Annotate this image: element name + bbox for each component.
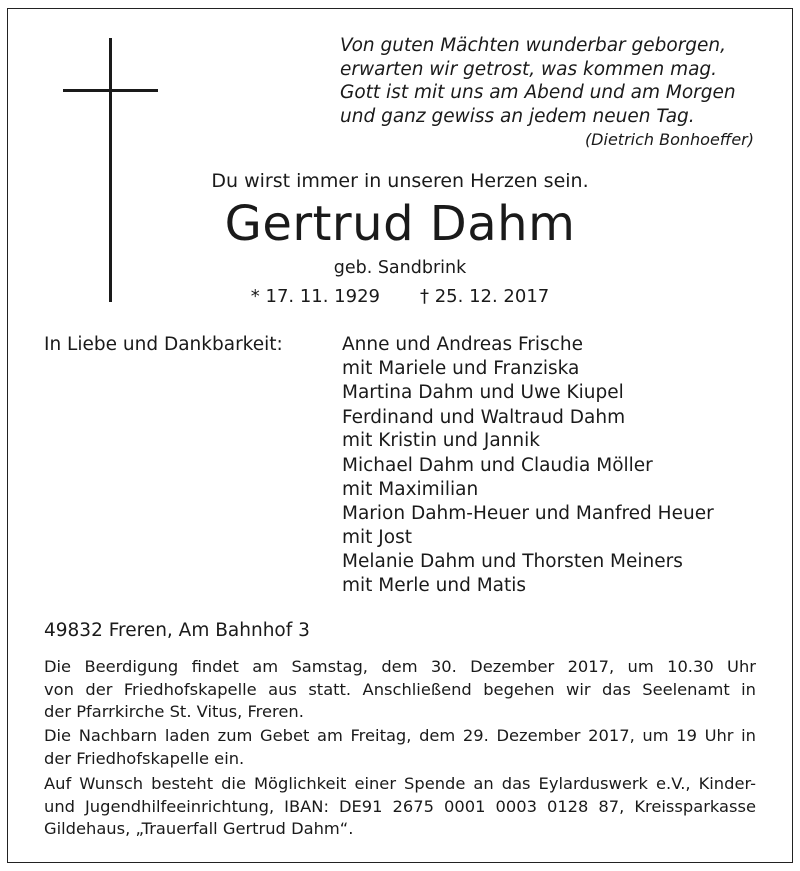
- donation-info-paragraph: [44, 773, 756, 841]
- prayer-info-paragraph: [44, 725, 756, 770]
- paragraph-line: der Friedhofskapelle ein.: [44, 748, 245, 768]
- quote-line: und ganz gewiss an jedem neuen Tag.: [340, 105, 695, 127]
- quote-author: (Dietrich Bonhoeffer): [584, 130, 754, 149]
- quote-line: erwarten wir getrost, was kommen mag.: [340, 58, 718, 80]
- paragraph-line: Die Nachbarn laden zum Gebet am Freitag, dem 29. Dezember 2017, um 19 Uhr in: [44, 726, 756, 745]
- quote-line: Von guten Mächten wunderbar geborgen,: [340, 35, 727, 56]
- quote: [340, 34, 760, 128]
- birth-date: * 17. 11. 1929: [250, 286, 380, 307]
- mourner-group: [342, 381, 714, 405]
- thanks-label: In Liebe und Dankbarkeit:: [44, 334, 283, 355]
- mourner-group: [342, 502, 714, 549]
- mourner-line: mit Jost: [342, 526, 412, 548]
- motto: Du wirst immer in unseren Herzen sein.: [211, 170, 589, 192]
- death-date: † 25. 12. 2017: [420, 286, 550, 307]
- maiden-name: geb. Sandbrink: [333, 258, 467, 278]
- paragraph-line: Die Beerdigung findet am Samstag, dem 30. Dezember 2017, um 10.30 Uhr: [44, 657, 756, 676]
- funeral-info-paragraph: [44, 656, 756, 724]
- mourner-group: [342, 550, 714, 597]
- mourners-list: [342, 333, 714, 599]
- mourner-line: Melanie Dahm und Thorsten Meiners: [342, 551, 683, 573]
- cross-icon-horizontal: [63, 89, 158, 92]
- mourner-line: mit Merle und Matis: [342, 574, 527, 596]
- quote-line: Gott ist mit uns am Abend und am Morgen: [340, 82, 736, 103]
- paragraph-line: der Pfarrkirche St. Vitus, Freren.: [44, 702, 304, 721]
- life-dates: [0, 286, 800, 307]
- mourner-group: [342, 454, 714, 501]
- paragraph-line: und Jugendhilfeeinrichtung, IBAN: DE91 2675 0001 0003 0128 87, Kreissparkasse: [44, 796, 756, 816]
- mourner-line: mit Maximilian: [342, 478, 479, 500]
- paragraph-line: von der Friedhofskapelle aus statt. Anschließend begehen wir das Seelenamt in: [44, 679, 756, 699]
- mourner-line: Anne und Andreas Frische: [342, 334, 583, 355]
- mourner-line: Marion Dahm-Heuer und Manfred Heuer: [342, 503, 714, 525]
- deceased-name: Gertrud Dahm: [224, 196, 576, 252]
- mourner-line: Martina Dahm und Uwe Kiupel: [342, 382, 624, 404]
- mourner-group: [342, 333, 714, 380]
- mourner-line: Michael Dahm und Claudia Möller: [342, 454, 653, 476]
- mourner-line: mit Mariele und Franziska: [342, 357, 580, 379]
- mourner-line: Ferdinand und Waltraud Dahm: [342, 406, 626, 428]
- mourner-line: mit Kristin und Jannik: [342, 430, 540, 452]
- address: 49832 Freren, Am Bahnhof 3: [44, 620, 310, 641]
- paragraph-line: Auf Wunsch besteht die Möglichkeit einer Spende an das Eylarduswerk e.V., Kinder-: [44, 774, 756, 793]
- paragraph-line: Gildehaus, „Trauerfall Gertrud Dahm“.: [44, 819, 354, 838]
- mourner-group: [342, 406, 714, 453]
